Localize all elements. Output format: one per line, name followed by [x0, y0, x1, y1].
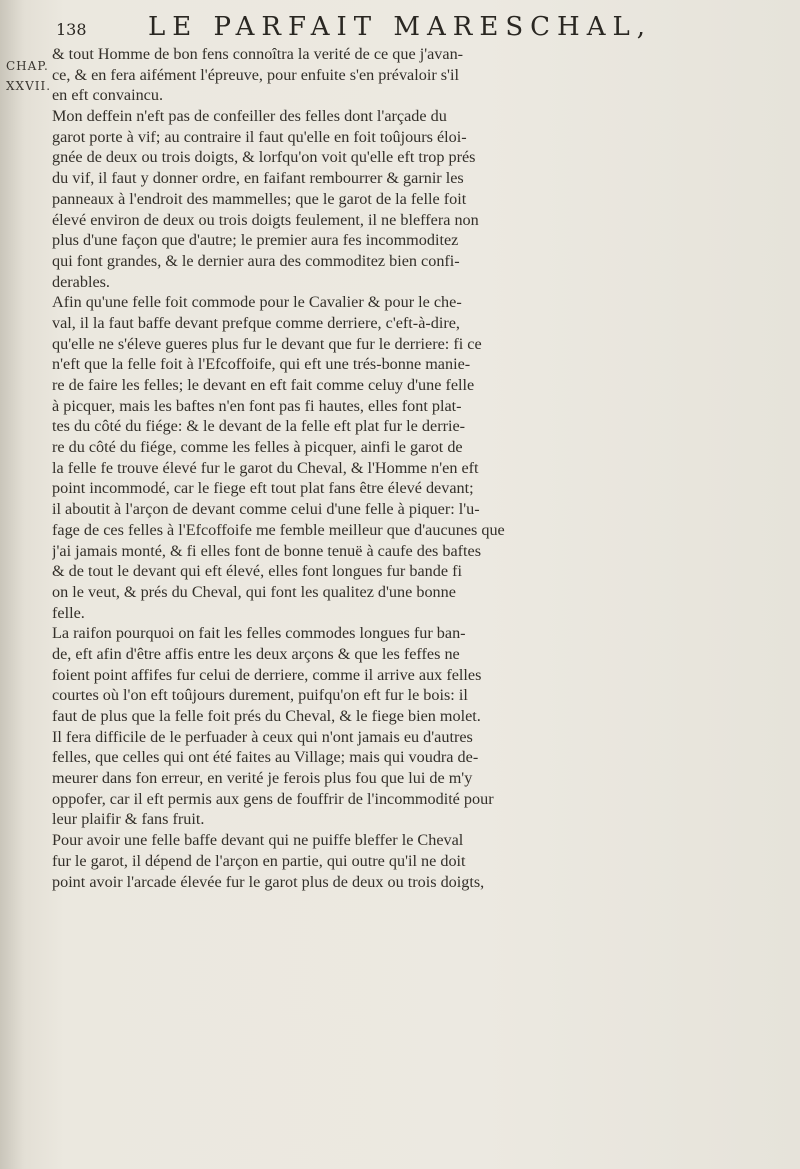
margin-chapter: CHAP. — [6, 59, 49, 73]
text-line: qu'elle ne s'éleve gueres plus fur le devant que fur le derriere: fi ce — [52, 334, 482, 353]
margin-chapter-number: XXVII. — [6, 79, 52, 93]
text-line: en eft convaincu. — [52, 86, 164, 105]
text-line: & tout Homme de bon fens connoîtra la verité de ce que j'avan- — [52, 45, 464, 63]
text-line: meurer dans fon erreur, en verité je ferois plus fou que lui de m'y — [52, 769, 473, 788]
text-line: la felle fe trouve élevé fur le garot du Cheval, & l'Homme n'en eft — [52, 458, 479, 477]
text-line: panneaux à l'endroit des mammelles; que le garot de la felle foit — [52, 189, 467, 208]
text-line: élevé environ de deux ou trois doigts feulement, il ne bleffera non — [52, 210, 479, 229]
text-line: courtes où l'on eft toûjours durement, puifqu'on eft fur le bois: il — [52, 686, 468, 705]
text-line: Mon deffein n'eft pas de confeiller des felles dont l'arçade du — [52, 107, 447, 126]
text-line: on le veut, & prés du Cheval, qui font les qualitez d'une bonne — [52, 582, 456, 601]
text-line: qui font grandes, & le dernier aura des commoditez bien confi- — [52, 251, 460, 270]
text-line: oppofer, car il eft permis aux gens de fouffrir de l'incommodité pour — [52, 789, 494, 808]
text-line: La raifon pourquoi on fait les felles commodes longues fur ban- — [52, 624, 466, 643]
text-line: du vif, il faut y donner ordre, en faifant rembourrer & garnir les — [52, 169, 464, 188]
text-line: Il fera difficile de le perfuader à ceux qui n'ont jamais eu d'autres — [52, 727, 473, 746]
text-line: tes du côté du fiége: & le devant de la felle eft plat fur le derrie- — [52, 417, 466, 436]
text-line: Afin qu'une felle foit commode pour le Cavalier & pour le che- — [52, 293, 462, 312]
text-line: gnée de deux ou trois doigts, & lorfqu'on voit qu'elle eft trop prés — [52, 148, 476, 167]
margin-note — [6, 56, 50, 96]
text-line: felle. — [52, 603, 85, 622]
text-line: leur plaifir & fans fruit. — [52, 810, 205, 829]
text-line: & de tout le devant qui eft élevé, elles font longues fur bande fi — [52, 562, 462, 581]
text-line: point avoir l'arcade élevée fur le garot plus de deux ou trois doigts, — [52, 872, 485, 891]
text-line: point incommodé, car le fiege eft tout plat fans être élevé devant; — [52, 479, 474, 498]
text-line: plus d'une façon que d'autre; le premier aura fes incommoditez — [52, 231, 459, 250]
text-line: faut de plus que la felle foit prés du Cheval, & le fiege bien molet. — [52, 707, 481, 725]
page-header — [50, 8, 750, 48]
text-line: n'eft que la felle foit à l'Efcoffoife, qui eft une trés-bonne manie- — [52, 355, 471, 374]
text-line: felles, que celles qui ont été faites au Village; mais qui voudra de- — [52, 748, 479, 767]
body-text — [52, 44, 758, 892]
text-line: Pour avoir une felle baffe devant qui ne puiffe bleffer le Cheval — [52, 831, 464, 850]
text-line: de, eft afin d'être affis entre les deux arçons & que les feffes ne — [52, 644, 460, 663]
text-line: foient point affifes fur celui de derriere, comme il arrive aux felles — [52, 665, 482, 684]
running-title: LE PARFAIT MARESCHAL, — [147, 12, 653, 42]
text-line: derables. — [52, 272, 110, 291]
text-line: à picquer, mais les baftes n'en font pas fi hautes, elles font plat- — [52, 396, 462, 415]
text-line: fur le garot, il dépend de l'arçon en partie, qui outre qu'il ne doit — [52, 851, 466, 870]
text-line: garot porte à vif; au contraire il faut qu'elle en foit toûjours éloi- — [52, 127, 467, 146]
text-line: j'ai jamais monté, & fi elles font de bonne tenuë à caufe des baftes — [52, 541, 482, 560]
text-line: ce, & en fera aifément l'épreuve, pour enfuite s'en prévaloir s'il — [52, 65, 459, 84]
text-line: re de faire les felles; le devant en eft fait comme celuy d'une felle — [52, 376, 475, 394]
page-number: 138 — [56, 20, 87, 39]
text-line: fage de ces felles à l'Efcoffoife me femble meilleur que d'aucunes que — [52, 520, 505, 539]
text-line: re du côté du fiége, comme les felles à picquer, ainfi le garot de — [52, 438, 463, 457]
text-line: il aboutit à l'arçon de devant comme celui d'une felle à piquer: l'u- — [52, 500, 480, 519]
text-line: val, il la faut baffe devant prefque comme derriere, c'eft-à-dire, — [52, 313, 460, 332]
